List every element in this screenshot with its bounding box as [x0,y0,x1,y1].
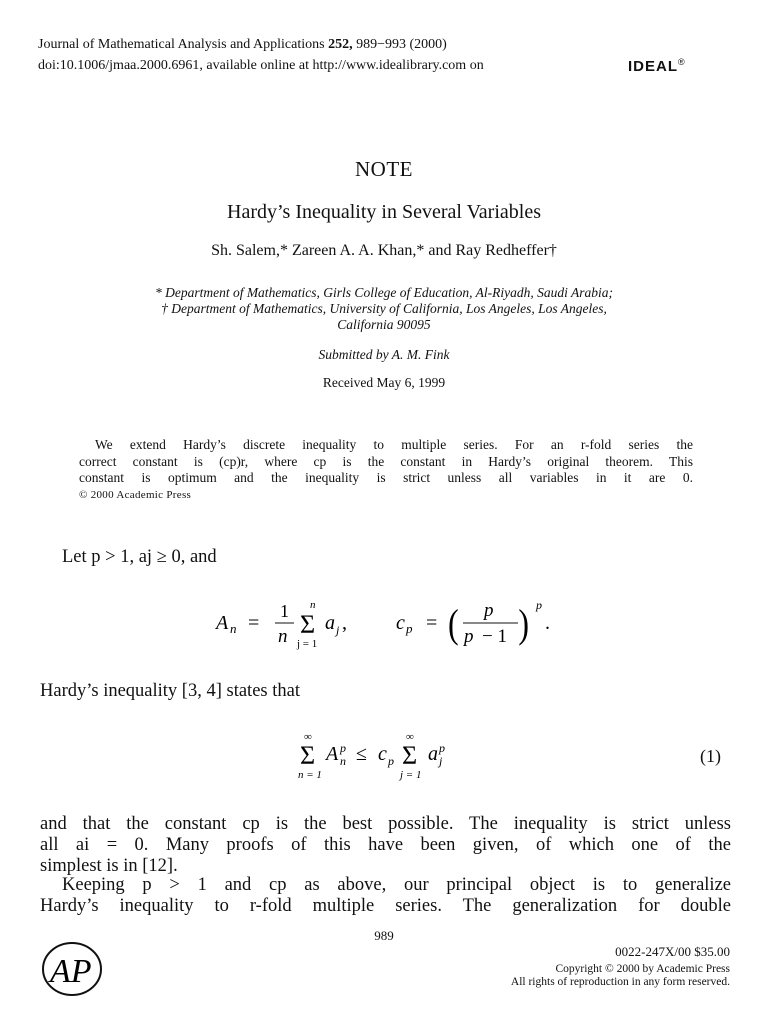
logo-letters: AP [50,953,92,990]
paragraph-2-line-2: Hardy’s inequality to r-fold multiple series. The generalization for double [40,896,731,916]
eq-sigma-1: Σ [300,610,316,639]
eq-equals-1: = [248,612,260,634]
paragraph-1 [40,814,731,877]
eq-period: . [545,612,550,634]
eq-sum-lower: j = 1 [297,638,318,650]
paragraph-1-line-1: and that the constant cp is the best possible. The inequality is strict unless [40,814,731,834]
paragraph-1-line-2: all ai = 0. Many proofs of this have been given, of which one of the [40,835,731,855]
eq1-sigma-2: Σ [402,741,418,770]
affiliation-1: * Department of Mathematics, Girls College of Education, Al-Riyadh, Saudi Arabia; [154,285,614,300]
equation-1-number: (1) [700,746,721,766]
eq1-A-sup: p [340,741,346,755]
affiliation-3: California 90095 [337,317,431,332]
eq1-inf-2: ∞ [406,731,414,743]
eq1-a-sup: p [439,741,445,755]
journal-citation [38,37,447,53]
eq1-lower-2: j = 1 [400,769,422,781]
eq1-a: a [428,743,438,765]
academic-press-logo [40,940,104,998]
eq-a-sub: j [336,623,340,637]
footer-copyright: Copyright © 2000 by Academic Press [555,963,730,975]
eq1-A: A [326,743,339,765]
paragraph-1-line-3: simplest is in [12]. [40,856,178,876]
author-list: Sh. Salem,* Zareen A. A. Khan,* and Ray Redheffer† [211,242,557,259]
equation-definitions [200,595,580,655]
journal-volume: 252, [328,37,353,52]
paragraph-2-line-1: Keeping p > 1 and cp as above, our principal object is to generalize [62,875,731,895]
eq-A: A [216,612,229,634]
submitted-by: Submitted by A. M. Fink [318,347,450,362]
eq-c: c [396,612,405,634]
abstract-line-1: We extend Hardy’s discrete inequality to multiple series. For an r-fold series the [95,437,693,452]
eq1-A-sub: n [340,754,346,768]
paragraph-2 [40,875,731,917]
eq-a: a [325,612,335,634]
abstract-line-2: correct constant is (cp)r, where cp is the constant in Hardy’s original theorem. This [79,453,693,469]
article-title: Hardy’s Inequality in Several Variables [227,201,541,223]
eq1-c: c [378,743,387,765]
eq-equals-2: = [426,612,438,634]
ideal-logo-text: IDEAL [628,58,678,75]
let-line: Let p > 1, aj ≥ 0, and [62,547,217,567]
footer-rights: All rights of reproduction in any form reserved. [510,976,730,988]
affiliation-2: † Department of Mathematics, University of California, Los Angeles, Los Angeles, [161,301,607,316]
ideal-logo [628,57,686,75]
eq1-sigma-1: Σ [300,741,316,770]
eq1-lower-1: n = 1 [298,769,322,781]
section-label: NOTE [355,157,413,181]
eq-sum-upper: n [310,599,316,611]
eq-exponent-p: p [536,598,542,612]
eq1-inf-1: ∞ [304,731,312,743]
abstract-line-3: constant is optimum and the inequality is strict unless all variables in it are 0. [79,470,693,485]
received-date: Received May 6, 1999 [322,375,446,390]
eq1-leq: ≤ [356,743,367,765]
abstract [79,437,693,503]
eq-rparen: ) [518,601,530,646]
eq-comma: , [342,612,347,634]
eq-lparen: ( [448,601,459,646]
eq-p-num: p [484,600,494,621]
hardy-states-line: Hardy’s inequality [3, 4] states that [40,681,300,701]
page-number: 989 [374,928,394,943]
eq-one: 1 [280,601,289,621]
journal-pages-year: 989−993 (2000) [352,37,447,52]
eq-p-den: p [464,626,474,647]
ideal-registered-mark: ® [678,57,686,67]
issn-price: 0022-247X/00 $35.00 [615,944,730,959]
abstract-copyright: © 2000 Academic Press [79,488,192,501]
eq-minus-one: − 1 [482,626,507,647]
eq-A-sub: n [230,621,237,636]
eq1-a-sub: j [439,754,443,768]
doi-line: doi:10.1006/jmaa.2000.6961, available online at http://www.idealibrary.com on [38,58,484,73]
journal-name: Journal of Mathematical Analysis and Applications [38,37,329,52]
equation-1 [290,728,490,784]
eq1-c-sub: p [388,754,394,768]
eq-n: n [278,626,288,647]
eq-c-sub: p [406,621,413,636]
